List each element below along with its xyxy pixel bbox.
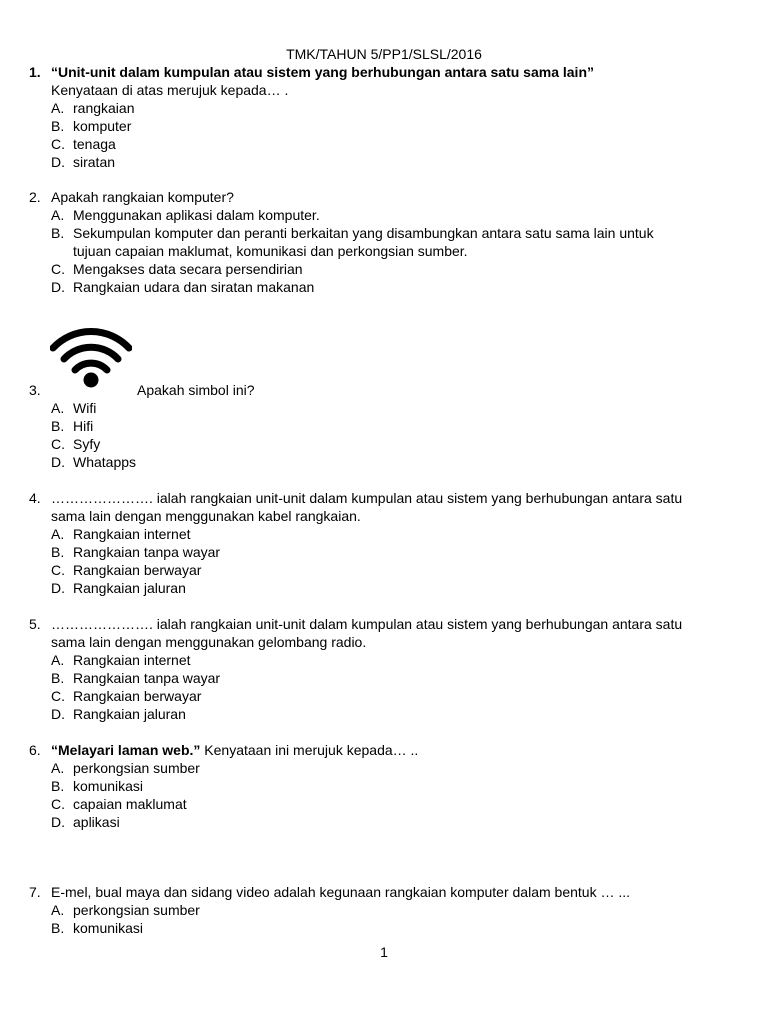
option-a: A. Rangkaian internet bbox=[51, 652, 191, 668]
option-b: B. komunikasi bbox=[51, 778, 144, 794]
question-statement: “Unit-unit dalam kumpulan atau sistem yang berhubungan antara satu sama lain” bbox=[51, 64, 594, 80]
question-text-continued: sama lain dengan menggunakan kabel rangkaian. bbox=[51, 508, 361, 524]
question-number: 3. bbox=[29, 382, 41, 398]
question-number: 7. bbox=[29, 884, 41, 900]
option-c: C. Rangkaian berwayar bbox=[51, 562, 202, 578]
question-text: E-mel, bual maya dan sidang video adalah kegunaan rangkaian komputer dalam bentuk … ... bbox=[51, 884, 631, 900]
option-c: C. tenaga bbox=[51, 136, 116, 152]
option-d: D. Rangkaian udara dan siratan makanan bbox=[51, 279, 315, 295]
question-number: 2. bbox=[29, 189, 41, 205]
option-a: A. Menggunakan aplikasi dalam komputer. bbox=[51, 207, 320, 223]
option-d: D. Whatapps bbox=[51, 454, 137, 470]
option-a: A. Wifi bbox=[51, 400, 97, 416]
question-text: Apakah rangkaian komputer? bbox=[51, 189, 234, 205]
question-7 bbox=[29, 883, 729, 937]
option-b: B. Hifi bbox=[51, 418, 94, 434]
option-c: C. Mengakses data secara persendirian bbox=[51, 261, 303, 277]
option-a: A. rangkaian bbox=[51, 100, 135, 116]
page-number: 1 bbox=[380, 944, 388, 960]
option-d: D. Rangkaian jaluran bbox=[51, 706, 186, 722]
question-text: …………………. ialah rangkaian unit-unit dalam kumpulan atau sistem yang berhubungan antara satu bbox=[51, 490, 683, 506]
question-6 bbox=[29, 741, 729, 831]
question-number: 4. bbox=[29, 490, 41, 506]
question-text: Apakah simbol ini? bbox=[137, 382, 255, 398]
option-a: A. perkongsian sumber bbox=[51, 760, 200, 776]
question-1 bbox=[29, 63, 729, 171]
question-number: 5. bbox=[29, 616, 41, 632]
option-b: B. Sekumpulan komputer dan peranti berkaitan yang disambungkan antara satu sama lain untuk bbox=[51, 225, 654, 241]
option-b: B. Rangkaian tanpa wayar bbox=[51, 544, 221, 560]
option-d: D. siratan bbox=[51, 154, 116, 170]
question-text: Kenyataan di atas merujuk kepada… . bbox=[51, 82, 289, 98]
option-c: C. Syfy bbox=[51, 436, 101, 452]
question-number: 1. bbox=[29, 64, 41, 80]
question-3 bbox=[29, 381, 729, 471]
option-d: D. aplikasi bbox=[51, 814, 120, 830]
question-text: Kenyataan ini merujuk kepada… .. bbox=[200, 742, 419, 758]
option-a: A. Rangkaian internet bbox=[51, 526, 191, 542]
option-d: D. Rangkaian jaluran bbox=[51, 580, 186, 596]
option-b: B. komputer bbox=[51, 118, 132, 134]
wifi-icon bbox=[50, 322, 132, 388]
question-text: …………………. ialah rangkaian unit-unit dalam kumpulan atau sistem yang berhubungan antara satu bbox=[51, 616, 683, 632]
question-2 bbox=[29, 188, 729, 296]
question-number: 6. bbox=[29, 742, 41, 758]
option-b-continued: tujuan capaian maklumat, komunikasi dan perkongsian sumber. bbox=[73, 243, 468, 259]
option-c: C. Rangkaian berwayar bbox=[51, 688, 202, 704]
page-header: TMK/TAHUN 5/PP1/SLSL/2016 bbox=[286, 46, 482, 62]
option-b: B. Rangkaian tanpa wayar bbox=[51, 670, 221, 686]
option-a: A. perkongsian sumber bbox=[51, 902, 200, 918]
question-5 bbox=[29, 615, 729, 723]
option-c: C. capaian maklumat bbox=[51, 796, 187, 812]
question-text-continued: sama lain dengan menggunakan gelombang radio. bbox=[51, 634, 367, 650]
question-statement: “Melayari laman web.” bbox=[51, 742, 201, 758]
option-b: B. komunikasi bbox=[51, 920, 144, 936]
question-4 bbox=[29, 489, 729, 597]
